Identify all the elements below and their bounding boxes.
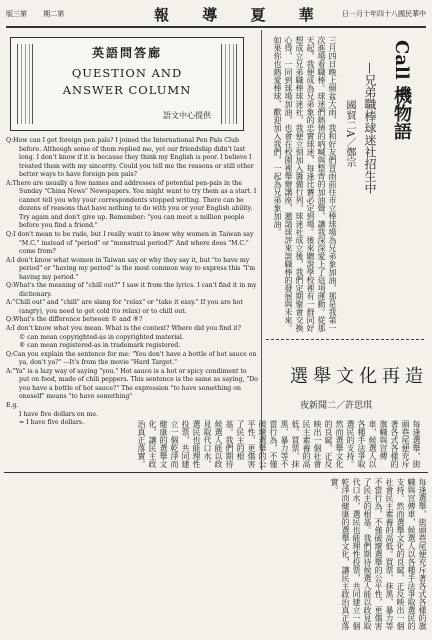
call-article-body: 三月四日晚上傾盆大雨，我和好友們冒雨前往市立棒球場為兄弟象加油，那是我第一次進場看職棒。球迷們熱情的吶喊與整齊的加油聲，讓我深深愛上了這項運動。從那天起，我便成為兄弟象的忠實球迷，每逢比賽必定到場。後來聽說學校裡有一群同好想成立兄弟職棒球迷社，我便立刻加入籌備行列。球迷社成立後，我們定期聚會交換心得，一同到球場加油，也會在校園裡舉辦講座，邀請球評來談職棒的發展與未來。如果你也熱愛棒球，歡迎加入我們，一起為兄弟象加油。 xyxy=(273,36,337,332)
selection-article-body-top: 每逢選舉，街頭巷尾便充斥著各式各樣的旗幟與宣傳車，候選人以各種手法爭取選民的支持。然而選舉文化的良窳，正反映出一個社會民主素養的高低。買票、抹黑、暴力等不當行為，不僅破壞選舉的公平性，更傷害了民主的根基。我們期待候選人能以政見取代口水，選民也能理性投票，共同建立一個乾淨而健康的選舉文化，讓民主政治真正落實。 xyxy=(137,420,421,468)
qa-body xyxy=(6,137,258,428)
selection-article-author: 夜新聞二／許思琪 xyxy=(300,401,373,411)
qa-provider: 語文中心提供 xyxy=(163,111,211,120)
qa-paragraph: A:"Ya" is a lazy way of saying "you." Hot sauce is a hot or spicy condiment to put on food, made of chili peppers. This sentence is the same as saying, "Do you have a bottle of hot sauce?" The expression "to have something on oneself" means "to have something" xyxy=(6,367,258,401)
qa-paragraph: A:"Chill out" and "chill" are slang for "relax" or "take it easy." If you are hot (angry), you need to get cold (to relax) or to chill out. xyxy=(6,299,243,315)
qa-title-en-line2: ANSWER COLUMN xyxy=(62,83,192,97)
column-divider xyxy=(261,30,262,470)
issue-number: 期二第 xyxy=(43,10,65,18)
issue-date: 日一月十年四十八國民華中 xyxy=(342,10,426,18)
page-header xyxy=(6,4,426,27)
bottom-article-body: 每逢選舉，街頭巷尾便充斥著各式各樣的旗幟與宣傳車，候選人以各種手法爭取選民的支持。然而選舉文化的良窳，正反映出一個社會民主素養的高低。買票、抹黑、暴力等不當行為，不僅破壞選舉的公平性，更傷害了民主的根基。我們期待候選人能以政見取代口水，選民也能理性投票，共同建立一個乾淨而健康的選舉文化，讓民主政治真正落實。 xyxy=(330,478,427,630)
call-article-title: Call 機物語 xyxy=(391,40,412,140)
qa-paragraph: A:I don't know what you mean. What is the context? Where did you find it? xyxy=(6,325,241,333)
call-article-author: 國貿二A／鄭宗 xyxy=(344,100,355,168)
qa-paragraph: ® can mean registered-as in trademark registered. xyxy=(19,342,181,350)
dashed-divider xyxy=(266,339,424,340)
page-number: 版三第 xyxy=(6,10,27,18)
qa-paragraph: Q:What's the meaning of "chill out?" I saw it from the lyrics. I can't find it in my dictionary. xyxy=(6,282,257,298)
qa-paragraph: = I have five dollars. xyxy=(19,419,85,427)
bottom-rule xyxy=(4,472,428,473)
qa-title-en-line1: QUESTION AND xyxy=(71,66,183,80)
qa-paragraph: Q:What's the difference between © and ®? xyxy=(6,316,143,324)
qa-paragraph: A:I don't know what women in Taiwan say or why they say it, but "to have my period" or "having my period" is the most common way to express this "I'm having my period." xyxy=(6,256,256,281)
selection-article-title: 選舉文化再造 xyxy=(290,366,428,387)
qa-paragraph: Q:Can you explain the sentence for me: "You don't have a bottle of hot sauce on ya, don't ya?" ---It's from the movie "Hard Target." xyxy=(6,350,257,367)
qa-title-zh: 英語問答廊 xyxy=(91,46,162,60)
header-rule xyxy=(6,27,426,28)
qa-paragraph: Q:I don't mean to be rude, but I really want to know why women in Taiwan say "M.C." instead of "period" or "menstrual period?" And where does "M.C." come from? xyxy=(6,231,254,256)
qa-paragraph: A:There are usually a few names and addresses of potential pen-pals in the Sunday "China News" Newspapers. You might want to try them as a start. I cannot tell you why your correspondents stopped writing. There can be dozens of reasons that have nothing to do with you or your English ability. Try again and don't give up. Remember: "you can meet a million people before you find a friend." xyxy=(6,179,257,230)
qa-banner xyxy=(10,37,244,131)
qa-paragraph: Q:How can I get foreign pen pals? I joined the International Pen Pals Club before. Although some of them replied me, yet our friendship didn't last long. I don't know if it is because they think my English is poor. I believe I treated them with my sincerity. Could you tell me the reasons or still other better ways to have foreign pen pals? xyxy=(6,137,254,179)
qa-paragraph: E.g. xyxy=(6,401,19,409)
qa-paragraph: I have five dollars on me. xyxy=(19,410,99,418)
qa-paragraph: © can mean copyrighted-as in copyrighted material. xyxy=(19,333,184,341)
call-article-subtitle: —兄弟職棒球迷社招生中 xyxy=(363,62,377,194)
masthead: 報 導 夏 華 xyxy=(154,6,328,24)
english-qa-section xyxy=(4,33,258,470)
